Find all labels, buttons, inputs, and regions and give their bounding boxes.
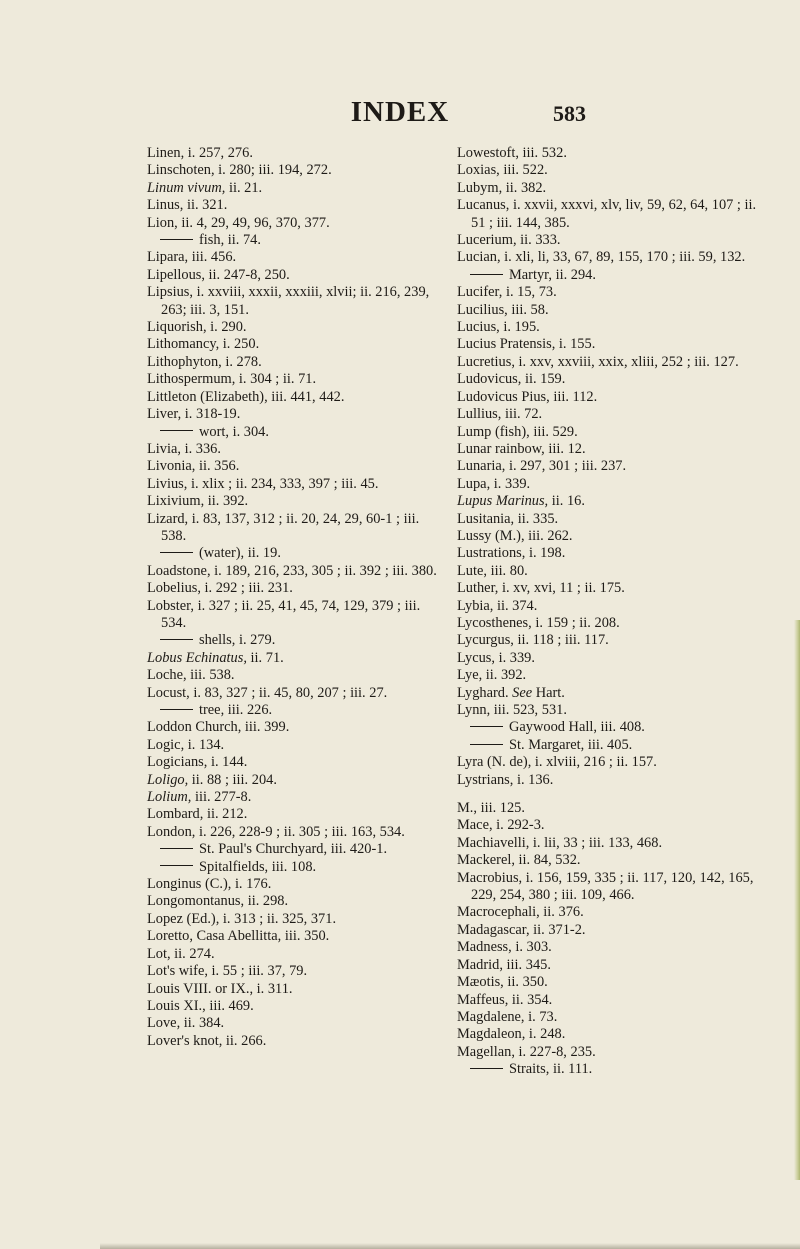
entry-text: London, i. 226, 228-9 ; ii. 305 ; iii. 163, 534.: [147, 823, 405, 840]
page-number: 583: [553, 101, 586, 126]
index-entry: [147, 859, 447, 876]
entry-text: Macrocephali, ii. 376.: [457, 904, 584, 921]
index-entry: [147, 702, 447, 719]
entry-text: Mæotis, ii. 350.: [457, 974, 548, 991]
index-entry: [147, 145, 447, 162]
index-entry: [147, 841, 447, 858]
index-entry: [457, 162, 757, 179]
index-entry: [457, 389, 757, 406]
entry-text: Loxias, iii. 522.: [457, 162, 548, 179]
entry-text: Lucifer, i. 15, 73.: [457, 284, 557, 301]
entry-text: Louis XI., iii. 469.: [147, 997, 254, 1014]
index-entry: [147, 754, 447, 771]
index-entry: [457, 580, 757, 597]
entry-text: Lystrians, i. 136.: [457, 771, 554, 788]
entry-text: Lipellous, ii. 247-8, 250.: [147, 266, 290, 283]
entry-text: Lithospermum, i. 304 ; ii. 71.: [147, 371, 317, 388]
entry-text: Lycus, i. 339.: [457, 649, 535, 666]
entry-see-target: Hart.: [532, 684, 565, 701]
index-column-right: [457, 145, 757, 1079]
index-entry: [147, 963, 447, 980]
entry-italic-term: Lolium,: [147, 789, 192, 806]
entry-text: Locust, i. 83, 327 ; ii. 45, 80, 207 ; iii. 27.: [147, 684, 388, 701]
page-edge-shadow: [794, 620, 800, 1180]
index-entry: [147, 319, 447, 336]
entry-text: Machiavelli, i. lii, 33 ; iii. 133, 468.: [457, 834, 663, 851]
entry-text: Livia, i. 336.: [147, 440, 221, 457]
index-entry: [457, 800, 757, 817]
index-entry: [457, 284, 757, 301]
page-bottom-shadow: [100, 1243, 800, 1249]
entry-text: Lot, ii. 274.: [147, 945, 215, 962]
index-entry: [457, 870, 757, 905]
entry-text: Lucius Pratensis, i. 155.: [457, 336, 596, 353]
entry-text: Martyr, ii. 294.: [509, 266, 596, 283]
entry-text: Lot's wife, i. 55 ; iii. 37, 79.: [147, 963, 308, 980]
index-entry: [457, 180, 757, 197]
entry-text: Madrid, iii. 345.: [457, 956, 551, 973]
entry-text: Macrobius, i. 156, 159, 335 ; ii. 117, 120, 142, 165, 229, 254, 380 ; iii. 109, 466.: [457, 869, 754, 904]
entry-text: Loche, iii. 538.: [147, 667, 235, 684]
entry-text: Logic, i. 134.: [147, 736, 225, 753]
index-entry: [147, 772, 447, 789]
entry-text: ii. 88 ; iii. 204.: [188, 771, 277, 788]
index-entry: [147, 389, 447, 406]
index-entry: [147, 998, 447, 1015]
entry-text: Lithomancy, i. 250.: [147, 336, 260, 353]
entry-text: ii. 71.: [246, 649, 284, 666]
entry-text: Lipara, iii. 456.: [147, 249, 237, 266]
entry-italic-term: Loligo,: [147, 771, 189, 788]
entry-text: Magellan, i. 227-8, 235.: [457, 1043, 596, 1060]
entry-text: Liquorish, i. 290.: [147, 319, 247, 336]
entry-text: Lump (fish), iii. 529.: [457, 423, 578, 440]
entry-text: Maffeus, ii. 354.: [457, 991, 553, 1008]
index-entry: [147, 563, 447, 580]
entry-italic-term: Linum vivum,: [147, 179, 226, 196]
entry-text: Lixivium, ii. 392.: [147, 493, 249, 510]
entry-text: Linen, i. 257, 276.: [147, 145, 253, 161]
index-entry: [147, 180, 447, 197]
entry-text: Lucerium, ii. 333.: [457, 232, 561, 249]
index-entry: [457, 424, 757, 441]
index-entry: [457, 835, 757, 852]
index-entry: [457, 719, 757, 736]
index-entry: [147, 719, 447, 736]
index-entry: [147, 458, 447, 475]
index-entry: [457, 1009, 757, 1026]
entry-text: Linus, ii. 321.: [147, 197, 228, 214]
index-entry: [147, 598, 447, 633]
entry-text: St. Margaret, iii. 405.: [509, 736, 633, 753]
entry-text: Longinus (C.), i. 176.: [147, 876, 272, 893]
entry-text: Ludovicus Pius, iii. 112.: [457, 388, 598, 405]
index-entry: [147, 476, 447, 493]
index-entry: [457, 992, 757, 1009]
index-entry: [457, 371, 757, 388]
entry-text: Magdaleon, i. 248.: [457, 1026, 566, 1043]
index-entry: [457, 319, 757, 336]
index-entry: [147, 232, 447, 249]
index-entry: [147, 737, 447, 754]
ditto-dash: [160, 552, 193, 553]
index-entry: [457, 406, 757, 423]
index-entry: [457, 702, 757, 719]
index-entry: [457, 441, 757, 458]
index-entry: [147, 511, 447, 546]
running-head: [0, 96, 800, 136]
index-entry: [457, 772, 757, 789]
index-entry: [457, 650, 757, 667]
index-entry: [147, 946, 447, 963]
index-entry: [147, 685, 447, 702]
entry-text: Luther, i. xv, xvi, 11 ; ii. 175.: [457, 580, 625, 597]
entry-text: Lion, ii. 4, 29, 49, 96, 370, 377.: [147, 214, 330, 231]
index-entry: [457, 754, 757, 771]
index-entry: [457, 249, 757, 266]
index-entry: [147, 1033, 447, 1050]
entry-text: Lullius, iii. 72.: [457, 406, 543, 423]
entry-text: Lupa, i. 339.: [457, 475, 531, 492]
entry-text: Lowestoft, iii. 532.: [457, 145, 567, 161]
entry-text: Lyra (N. de), i. xlviii, 216 ; ii. 157.: [457, 754, 657, 771]
entry-text: St. Paul's Churchyard, iii. 420-1.: [199, 841, 388, 858]
index-entry: [147, 493, 447, 510]
index-entry: [457, 1026, 757, 1043]
index-entry: [457, 493, 757, 510]
index-entry: [147, 824, 447, 841]
index-entry: [457, 336, 757, 353]
index-entry: [147, 632, 447, 649]
entry-text: Lucian, i. xli, li, 33, 67, 89, 155, 170 ; iii. 59, 132.: [457, 249, 746, 266]
index-entry: [147, 928, 447, 945]
entry-text: Gaywood Hall, iii. 408.: [509, 719, 645, 736]
entry-text: Lustrations, i. 198.: [457, 545, 566, 562]
entry-text: Lubym, ii. 382.: [457, 179, 547, 196]
entry-text: Lizard, i. 83, 137, 312 ; ii. 20, 24, 29, 60-1 ; iii. 538.: [147, 510, 420, 544]
entry-text: Lycurgus, ii. 118 ; iii. 117.: [457, 632, 609, 649]
index-entry: [457, 957, 757, 974]
entry-text: ii. 16.: [548, 493, 585, 510]
index-entry: [147, 197, 447, 214]
entry-text: Lombard, ii. 212.: [147, 806, 248, 823]
entry-text: Lucanus, i. xxvii, xxxvi, xlv, liv, 59, 62, 64, 107 ; ii. 51 ; iii. 144, 385.: [457, 197, 757, 231]
index-entry: [457, 197, 757, 232]
index-entry: [147, 650, 447, 667]
entry-text: Lipsius, i. xxviii, xxxii, xxxiii, xlvii; ii. 216, 239, 263; iii. 3, 151.: [147, 284, 430, 318]
page-title: INDEX: [350, 96, 450, 128]
entry-text: Ludovicus, ii. 159.: [457, 371, 566, 388]
entry-text: wort, i. 304.: [199, 423, 269, 440]
entry-text: Love, ii. 384.: [147, 1015, 225, 1032]
ditto-dash: [160, 639, 193, 640]
entry-text: Magdalene, i. 73.: [457, 1008, 558, 1025]
ditto-dash: [160, 430, 193, 431]
entry-text: Lopez (Ed.), i. 313 ; ii. 325, 371.: [147, 910, 337, 927]
index-entry: [457, 267, 757, 284]
index-entry: [457, 939, 757, 956]
index-entry: [147, 806, 447, 823]
index-entry: [457, 563, 757, 580]
entry-text: shells, i. 279.: [199, 632, 276, 649]
entry-text: Loretto, Casa Abellitta, iii. 350.: [147, 928, 330, 945]
index-entry: [457, 667, 757, 684]
index-entry: [147, 789, 447, 806]
index-entry: [147, 441, 447, 458]
index-entry: [147, 354, 447, 371]
index-entry: [147, 267, 447, 284]
entry-text: Lunaria, i. 297, 301 ; iii. 237.: [457, 458, 627, 475]
entry-text: Lussy (M.), iii. 262.: [457, 527, 573, 544]
entry-text: Livius, i. xlix ; ii. 234, 333, 397 ; iii. 45.: [147, 475, 379, 492]
entry-text: Mace, i. 292-3.: [457, 817, 545, 834]
ditto-dash: [470, 726, 503, 727]
entry-text: Lute, iii. 80.: [457, 562, 528, 579]
entry-text: tree, iii. 226.: [199, 702, 273, 718]
entry-text: Livonia, ii. 356.: [147, 458, 240, 475]
entry-text: Lunar rainbow, iii. 12.: [457, 440, 586, 457]
index-entry: [457, 145, 757, 162]
index-entry: [147, 545, 447, 562]
index-entry: [457, 458, 757, 475]
entry-text: Straits, ii. 111.: [509, 1061, 593, 1078]
index-entry: [457, 511, 757, 528]
ditto-dash: [470, 1068, 503, 1069]
index-entry: [457, 1061, 757, 1078]
index-entry: [147, 876, 447, 893]
entry-text: Linschoten, i. 280; iii. 194, 272.: [147, 162, 332, 179]
index-entry: [147, 162, 447, 179]
index-entry: [457, 852, 757, 869]
entry-text: M., iii. 125.: [457, 800, 525, 817]
index-entry: [147, 1015, 447, 1032]
entry-italic-term: Lobus Echinatus,: [147, 649, 247, 666]
ditto-dash: [160, 239, 193, 240]
index-entry: [457, 904, 757, 921]
index-entry: [457, 528, 757, 545]
index-entry: [457, 922, 757, 939]
entry-text: Lithophyton, i. 278.: [147, 353, 262, 370]
index-entry: [457, 737, 757, 754]
ditto-dash: [160, 865, 193, 866]
entry-text: Lynn, iii. 523, 531.: [457, 702, 567, 718]
entry-text: Littleton (Elizabeth), iii. 441, 442.: [147, 388, 345, 405]
ditto-dash: [160, 709, 193, 710]
index-entry: [457, 545, 757, 562]
entry-text: Lye, ii. 392.: [457, 667, 527, 684]
entry-text: Lusitania, ii. 335.: [457, 510, 559, 527]
entry-text: Liver, i. 318-19.: [147, 406, 241, 423]
ditto-dash: [470, 744, 503, 745]
entry-text: Madness, i. 303.: [457, 939, 552, 956]
index-entry: [457, 302, 757, 319]
entry-text: Loadstone, i. 189, 216, 233, 305 ; ii. 392 ; iii. 380.: [147, 562, 437, 579]
entry-text: Loddon Church, iii. 399.: [147, 719, 290, 736]
entry-text: Louis VIII. or IX., i. 311.: [147, 980, 293, 997]
entry-text: Lucilius, iii. 58.: [457, 301, 549, 318]
index-entry: [147, 911, 447, 928]
entry-text: Longomontanus, ii. 298.: [147, 893, 289, 910]
index-entry: [457, 354, 757, 371]
ditto-dash: [160, 848, 193, 849]
entry-text: iii. 277-8.: [191, 789, 252, 806]
entry-text: Lobelius, i. 292 ; iii. 231.: [147, 580, 293, 597]
index-entry: [147, 406, 447, 423]
index-entry: [457, 598, 757, 615]
ditto-dash: [470, 274, 503, 275]
index-entry: [457, 232, 757, 249]
index-entry: [147, 580, 447, 597]
index-entry: [147, 981, 447, 998]
entry-text: Logicians, i. 144.: [147, 754, 248, 771]
entry-text: Lucius, i. 195.: [457, 319, 540, 336]
index-entry: [457, 685, 757, 702]
index-entry: [147, 371, 447, 388]
entry-text: Madagascar, ii. 371-2.: [457, 921, 586, 938]
index-entry: [147, 284, 447, 319]
index-entry: [457, 817, 757, 834]
entry-text: Lucretius, i. xxv, xxviii, xxix, xliii, 252 ; iii. 127.: [457, 353, 739, 370]
index-entry: [457, 476, 757, 493]
index-entry: [147, 424, 447, 441]
index-entry: [147, 667, 447, 684]
index-entry: [147, 215, 447, 232]
entry-text: (water), ii. 19.: [199, 545, 281, 562]
entry-text: Lover's knot, ii. 266.: [147, 1032, 267, 1049]
entry-text: Spitalfields, iii. 108.: [199, 858, 317, 875]
entry-text: Lybia, ii. 374.: [457, 597, 538, 614]
index-entry: [457, 1044, 757, 1061]
entry-text: Lycosthenes, i. 159 ; ii. 208.: [457, 614, 620, 631]
entry-text: ii. 21.: [225, 179, 263, 196]
entry-text: fish, ii. 74.: [199, 232, 261, 249]
index-entry: [147, 893, 447, 910]
entry-see-reference: See: [512, 684, 533, 701]
index-entry: [147, 249, 447, 266]
index-entry: [457, 974, 757, 991]
entry-text: Mackerel, ii. 84, 532.: [457, 852, 581, 869]
entry-text: Lyghard.: [457, 684, 513, 701]
index-column-left: [147, 145, 447, 1050]
entry-italic-term: Lupus Marinus,: [457, 493, 549, 510]
index-entry: [147, 336, 447, 353]
index-entry: [457, 615, 757, 632]
entry-text: Lobster, i. 327 ; ii. 25, 41, 45, 74, 129, 379 ; iii. 534.: [147, 597, 421, 631]
index-entry: [457, 632, 757, 649]
